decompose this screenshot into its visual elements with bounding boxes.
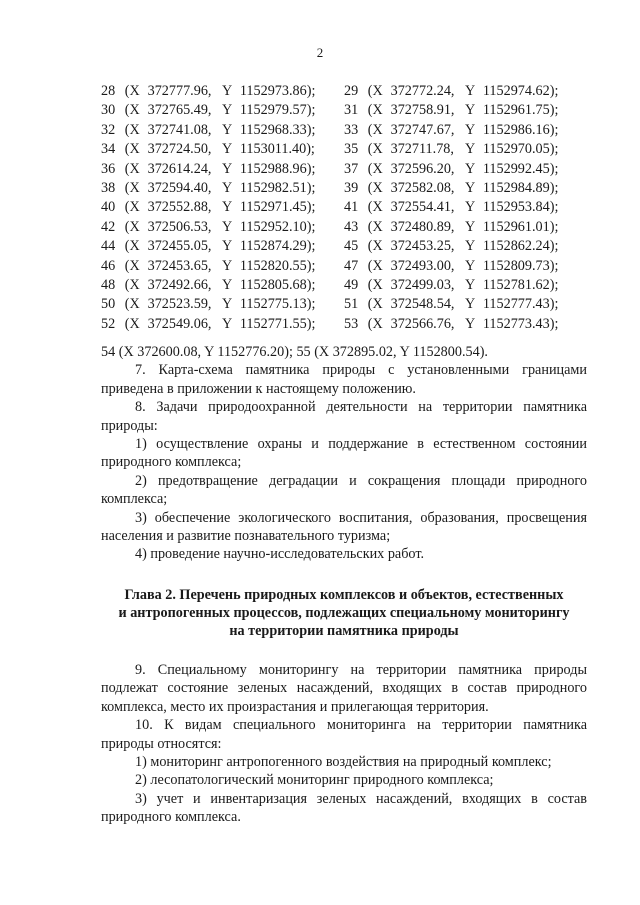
coordinate-point-number: 50 <box>101 296 116 313</box>
coordinate-y-value: 1152984.89); <box>482 179 559 196</box>
coordinate-row <box>101 315 587 334</box>
coordinate-point-number: 46 <box>101 257 116 274</box>
coordinate-x-label: (X <box>367 257 383 274</box>
coordinate-x-label: (X <box>124 257 140 274</box>
coordinate-row <box>101 160 587 179</box>
coordinate-y-value: 1152781.62); <box>482 276 559 293</box>
coordinate-point-number: 47 <box>344 257 359 274</box>
coordinate-point-number: 49 <box>344 276 359 293</box>
coordinate-y-value: 1152979.57); <box>239 102 316 119</box>
coordinate-y-value: 1152961.01); <box>482 218 559 235</box>
coordinate-y-value: 1152974.62); <box>482 83 559 99</box>
coordinate-x-value: 372711.78, <box>390 141 454 158</box>
coordinate-y-label: Y <box>222 276 233 293</box>
coordinate-last-line: 54 (X 372600.08, Y 1152776.20); 55 (X 372895.02, Y 1152800.54). <box>101 344 488 360</box>
chapter-heading-line-1: Глава 2. Перечень природных комплексов и объектов, естественных <box>124 586 564 603</box>
coordinate-y-label: Y <box>222 141 233 158</box>
coordinate-list <box>101 82 587 334</box>
coordinate-y-value: 1152986.16); <box>482 121 559 138</box>
coordinate-x-label: (X <box>367 121 383 138</box>
coordinate-point-number: 48 <box>101 276 116 293</box>
coordinate-x-label: (X <box>367 160 383 177</box>
coordinate-x-value: 372566.76, <box>390 315 455 332</box>
coordinate-x-value: 372499.03, <box>390 276 455 293</box>
coordinate-y-value: 1153011.40); <box>239 141 315 158</box>
coordinate-x-value: 372614.24, <box>147 160 212 177</box>
coordinate-point-number: 53 <box>344 315 359 332</box>
coordinate-y-value: 1152775.13); <box>239 296 316 313</box>
paragraph-10-item-3: 3) учет и инвентаризация зеленых насаждений, входящих в состав природного комплекса. <box>101 790 587 826</box>
coordinate-x-value: 372741.08, <box>147 121 212 138</box>
coordinate-y-value: 1152771.55); <box>239 315 316 332</box>
coordinate-x-label: (X <box>124 121 140 138</box>
coordinate-x-label: (X <box>367 238 383 255</box>
coordinate-point-number: 36 <box>101 160 116 177</box>
coordinate-x-label: (X <box>124 238 140 255</box>
coordinate-y-value: 1152820.55); <box>239 257 316 274</box>
coordinate-x-label: (X <box>124 160 140 177</box>
coordinate-y-label: Y <box>465 199 476 216</box>
coordinate-x-value: 372453.65, <box>147 257 212 274</box>
coordinate-y-value: 1152953.84); <box>482 199 559 216</box>
coordinate-point-number: 52 <box>101 315 116 332</box>
coordinate-y-label: Y <box>222 160 233 177</box>
coordinate-row <box>101 218 587 237</box>
coordinate-y-label: Y <box>222 121 233 138</box>
coordinate-point-number: 43 <box>344 218 359 235</box>
paragraph-10-item-2: 2) лесопатологический мониторинг природного комплекса; <box>135 772 494 789</box>
coordinate-x-label: (X <box>367 276 383 293</box>
coordinate-y-value: 1152961.75); <box>482 102 559 119</box>
coordinate-point-number: 35 <box>344 141 359 158</box>
coordinate-x-label: (X <box>124 276 140 293</box>
coordinate-y-value: 1152988.96); <box>239 160 316 177</box>
coordinate-point-number: 29 <box>344 83 359 99</box>
document-body <box>101 343 587 827</box>
paragraph-8: 8. Задачи природоохранной деятельности на территории памятника природы: <box>101 399 587 434</box>
coordinate-point-number: 28 <box>101 83 116 99</box>
coordinate-row <box>101 179 587 198</box>
coordinate-y-label: Y <box>222 199 233 216</box>
coordinate-x-value: 372772.24, <box>390 83 455 99</box>
coordinate-y-label: Y <box>222 296 233 313</box>
coordinate-x-value: 372777.96, <box>147 83 212 99</box>
coordinate-y-value: 1152862.24); <box>482 238 559 255</box>
coordinate-y-label: Y <box>222 238 233 255</box>
coordinate-x-label: (X <box>367 83 383 99</box>
coordinate-y-value: 1152971.45); <box>239 199 316 216</box>
coordinate-point-number: 40 <box>101 199 116 216</box>
coordinate-x-value: 372594.40, <box>147 179 212 196</box>
coordinate-y-label: Y <box>465 179 476 196</box>
coordinate-point-number: 37 <box>344 160 359 177</box>
coordinate-y-label: Y <box>222 102 233 119</box>
coordinate-x-label: (X <box>124 179 140 196</box>
paragraph-9: 9. Специальному мониторингу на территории памятника природы подлежат состояние зеленых насаждений, входящих в состав природного комплекса, место их произрастания и прилегающая территория. <box>101 661 587 715</box>
coordinate-point-number: 33 <box>344 121 359 138</box>
coordinate-y-label: Y <box>222 179 233 196</box>
paragraph-8-item-2: 2) предотвращение деградации и сокращения площади природного комплекса; <box>101 472 587 508</box>
coordinate-y-value: 1152992.45); <box>482 160 559 177</box>
coordinate-y-label: Y <box>465 257 476 274</box>
coordinate-y-label: Y <box>465 315 476 332</box>
coordinate-y-value: 1152973.86); <box>239 83 316 99</box>
coordinate-point-number: 42 <box>101 218 116 235</box>
coordinate-row <box>101 140 587 159</box>
coordinate-x-label: (X <box>124 315 140 332</box>
coordinate-x-value: 372492.66, <box>147 276 212 293</box>
coordinate-row <box>101 121 587 140</box>
coordinate-x-value: 372582.08, <box>390 179 455 196</box>
coordinate-y-label: Y <box>465 160 476 177</box>
paragraph-10-item-1: 1) мониторинг антропогенного воздействия на природный комплекс; <box>135 753 552 770</box>
coordinate-y-label: Y <box>465 141 476 158</box>
coordinate-y-value: 1152970.05); <box>482 141 559 158</box>
coordinate-y-label: Y <box>465 83 476 99</box>
coordinate-y-label: Y <box>465 102 476 119</box>
coordinate-y-label: Y <box>222 257 233 274</box>
coordinate-point-number: 34 <box>101 141 116 158</box>
page-number: 2 <box>316 45 324 60</box>
coordinate-x-label: (X <box>367 199 383 216</box>
coordinate-x-value: 372493.00, <box>390 257 455 274</box>
coordinate-y-label: Y <box>222 315 233 332</box>
coordinate-point-number: 31 <box>344 102 359 119</box>
coordinate-x-label: (X <box>124 199 140 216</box>
coordinate-point-number: 30 <box>101 102 116 119</box>
coordinate-x-value: 372724.50, <box>147 141 212 158</box>
coordinate-y-label: Y <box>465 276 476 293</box>
coordinate-x-label: (X <box>124 218 140 235</box>
coordinate-row <box>101 237 587 256</box>
coordinate-x-label: (X <box>367 102 383 119</box>
coordinate-y-value: 1152952.10); <box>239 218 316 235</box>
coordinate-point-number: 44 <box>101 238 116 255</box>
coordinate-row <box>101 295 587 314</box>
chapter-heading <box>101 586 587 640</box>
chapter-heading-line-2: и антропогенных процессов, подлежащих специальному мониторингу <box>118 604 570 621</box>
coordinate-y-value: 1152805.68); <box>239 276 316 293</box>
coordinate-x-value: 372758.91, <box>390 102 455 119</box>
coordinate-y-label: Y <box>465 121 476 138</box>
coordinate-x-label: (X <box>367 179 383 196</box>
coordinate-y-value: 1152968.33); <box>239 121 316 138</box>
coordinate-point-number: 32 <box>101 121 116 138</box>
coordinate-row <box>101 198 587 217</box>
coordinate-row <box>101 82 587 101</box>
chapter-heading-line-3: на территории памятника природы <box>229 622 459 639</box>
coordinate-row <box>101 101 587 120</box>
coordinate-y-value: 1152982.51); <box>239 179 316 196</box>
coordinate-y-value: 1152777.43); <box>482 296 559 313</box>
coordinate-y-value: 1152874.29); <box>239 238 316 255</box>
coordinate-x-value: 372549.06, <box>147 315 212 332</box>
coordinate-point-number: 41 <box>344 199 359 216</box>
paragraph-7: 7. Карта-схема памятника природы с установленными границами приведена в приложении к настоящему положению. <box>101 362 587 397</box>
coordinate-x-label: (X <box>124 102 140 119</box>
coordinate-y-label: Y <box>465 218 476 235</box>
coordinate-x-value: 372596.20, <box>390 160 455 177</box>
coordinate-point-number: 45 <box>344 238 359 255</box>
coordinate-x-value: 372506.53, <box>147 218 212 235</box>
coordinate-y-value: 1152809.73); <box>482 257 559 274</box>
coordinate-x-value: 372480.89, <box>390 218 455 235</box>
coordinate-x-value: 372554.41, <box>390 199 455 216</box>
paragraph-8-item-3: 3) обеспечение экологического воспитания, образования, просвещения населения и развитие познавательного туризма; <box>101 509 587 545</box>
paragraph-8-item-1: 1) осуществление охраны и поддержание в естественном состоянии природного комплекса; <box>101 436 587 471</box>
coordinate-y-label: Y <box>465 238 476 255</box>
coordinate-x-value: 372453.25, <box>390 238 455 255</box>
coordinate-x-label: (X <box>367 218 383 235</box>
coordinate-y-label: Y <box>465 296 476 313</box>
coordinate-y-label: Y <box>222 218 233 235</box>
coordinate-x-value: 372455.05, <box>147 238 212 255</box>
coordinate-point-number: 51 <box>344 296 359 313</box>
coordinate-x-value: 372548.54, <box>390 296 455 313</box>
paragraph-8-item-4: 4) проведение научно-исследовательских работ. <box>135 546 425 563</box>
coordinate-x-value: 372552.88, <box>147 199 212 216</box>
coordinate-y-value: 1152773.43); <box>482 315 559 332</box>
paragraph-10: 10. К видам специального мониторинга на территории памятника природы относятся: <box>101 717 587 752</box>
coordinate-x-label: (X <box>124 141 140 158</box>
coordinate-x-value: 372765.49, <box>147 102 212 119</box>
coordinate-x-value: 372523.59, <box>147 296 212 313</box>
coordinate-x-label: (X <box>124 296 140 313</box>
coordinate-x-label: (X <box>367 296 383 313</box>
coordinate-x-value: 372747.67, <box>390 121 455 138</box>
coordinate-x-label: (X <box>124 83 140 99</box>
coordinate-row <box>101 257 587 276</box>
coordinate-x-label: (X <box>367 141 383 158</box>
coordinate-point-number: 39 <box>344 179 359 196</box>
coordinate-x-label: (X <box>367 315 383 332</box>
coordinate-point-number: 38 <box>101 179 116 196</box>
coordinate-y-label: Y <box>222 83 233 99</box>
coordinate-row <box>101 276 587 295</box>
